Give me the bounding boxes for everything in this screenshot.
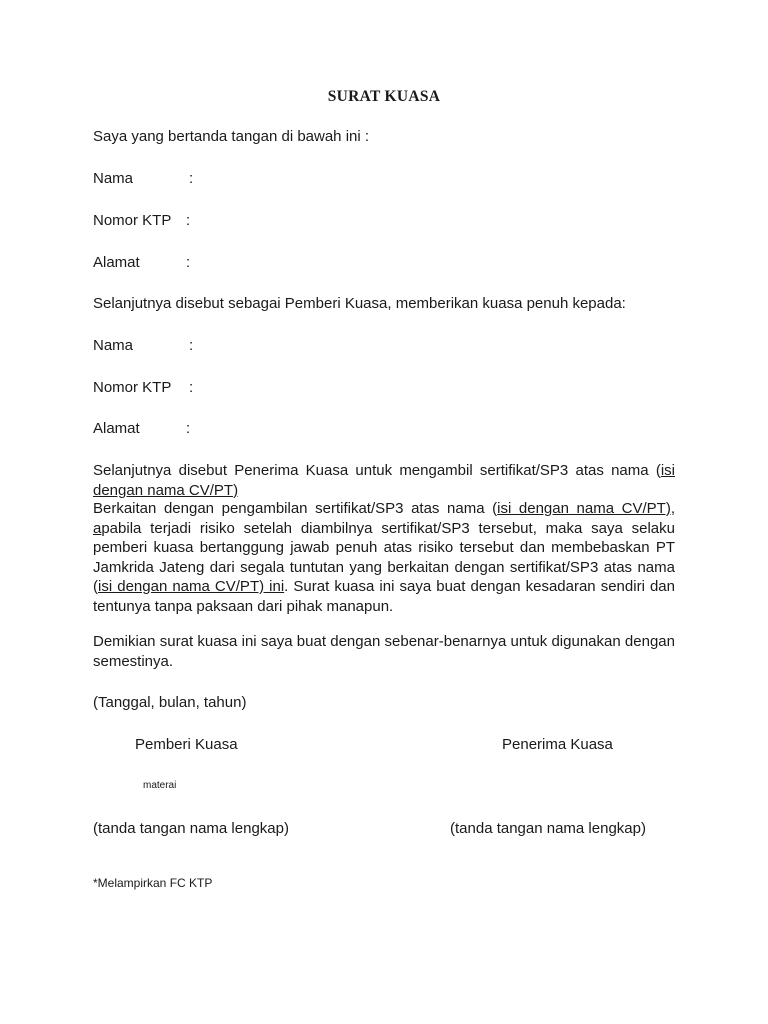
field-colon: :: [189, 170, 194, 187]
grantee-address-field: [93, 419, 293, 439]
grantor-signature-line: (tanda tangan nama lengkap): [93, 820, 289, 837]
grantor-ktp-field: [93, 211, 293, 231]
field-label: Nama: [93, 337, 134, 354]
intro-text: Saya yang bertanda tangan di bawah ini :: [93, 128, 370, 145]
field-label: Nomor KTP: [93, 379, 172, 396]
field-colon: :: [186, 212, 191, 229]
placeholder-underlined: isi dengan nama CV/PT): [93, 462, 675, 499]
placeholder-underlined: isi dengan nama CV/PT) ini: [98, 578, 285, 595]
grantor-role-label: Pemberi Kuasa: [135, 736, 238, 753]
date-placeholder: (Tanggal, bulan, tahun): [93, 694, 247, 711]
grantee-ktp-field: [93, 378, 293, 398]
field-colon: :: [189, 379, 194, 396]
field-colon: :: [186, 254, 191, 271]
body-paragraph-1: [93, 461, 675, 500]
field-colon: :: [189, 337, 194, 354]
body-text: Selanjutnya disebut Penerima Kuasa untuk mengambil sertifikat/SP3 atas nama (: [93, 462, 661, 479]
field-label: Alamat: [93, 254, 140, 271]
grantee-role-label: Penerima Kuasa: [502, 736, 613, 753]
placeholder-underlined: isi dengan nama CV/PT), a: [93, 500, 676, 537]
transition-text: Selanjutnya disebut sebagai Pemberi Kuasa, memberikan kuasa penuh kepada:: [93, 295, 626, 312]
grantor-address-field: [93, 253, 293, 273]
field-colon: :: [186, 420, 191, 437]
body-text: . Surat kuasa ini saya buat dengan kesadaran sendiri dan tentunya tanpa paksaan dari pihak manapun.: [93, 578, 675, 615]
field-label: Nama: [93, 170, 134, 187]
grantee-signature-line: (tanda tangan nama lengkap): [450, 820, 646, 837]
grantee-name-field: [93, 336, 293, 356]
grantor-name-field: [93, 169, 293, 189]
field-label: Alamat: [93, 420, 140, 437]
body-text: pabila terjadi risiko setelah diambilnya sertifikat/SP3 tersebut, maka saya selaku pemberi kuasa bertanggung jawab penuh atas risiko tersebut dan membebaskan PT Jamkrida Jateng dari segala tuntutan yang berkaitan dengan sertifikat/SP3 atas nama (: [93, 519, 675, 595]
attachment-footnote: *Melampirkan FC KTP: [93, 876, 213, 890]
body-paragraph-3: Demikian surat kuasa ini saya buat dengan sebenar-benarnya untuk digunakan dengan semestinya.: [93, 633, 675, 670]
body-paragraph-2: [93, 499, 675, 616]
materai-stamp-label: materai: [143, 780, 177, 791]
document-title: SURAT KUASA: [327, 88, 441, 105]
body-text: Berkaitan dengan pengambilan sertifikat/SP3 atas nama (: [93, 500, 498, 517]
field-label: Nomor KTP: [93, 212, 172, 229]
